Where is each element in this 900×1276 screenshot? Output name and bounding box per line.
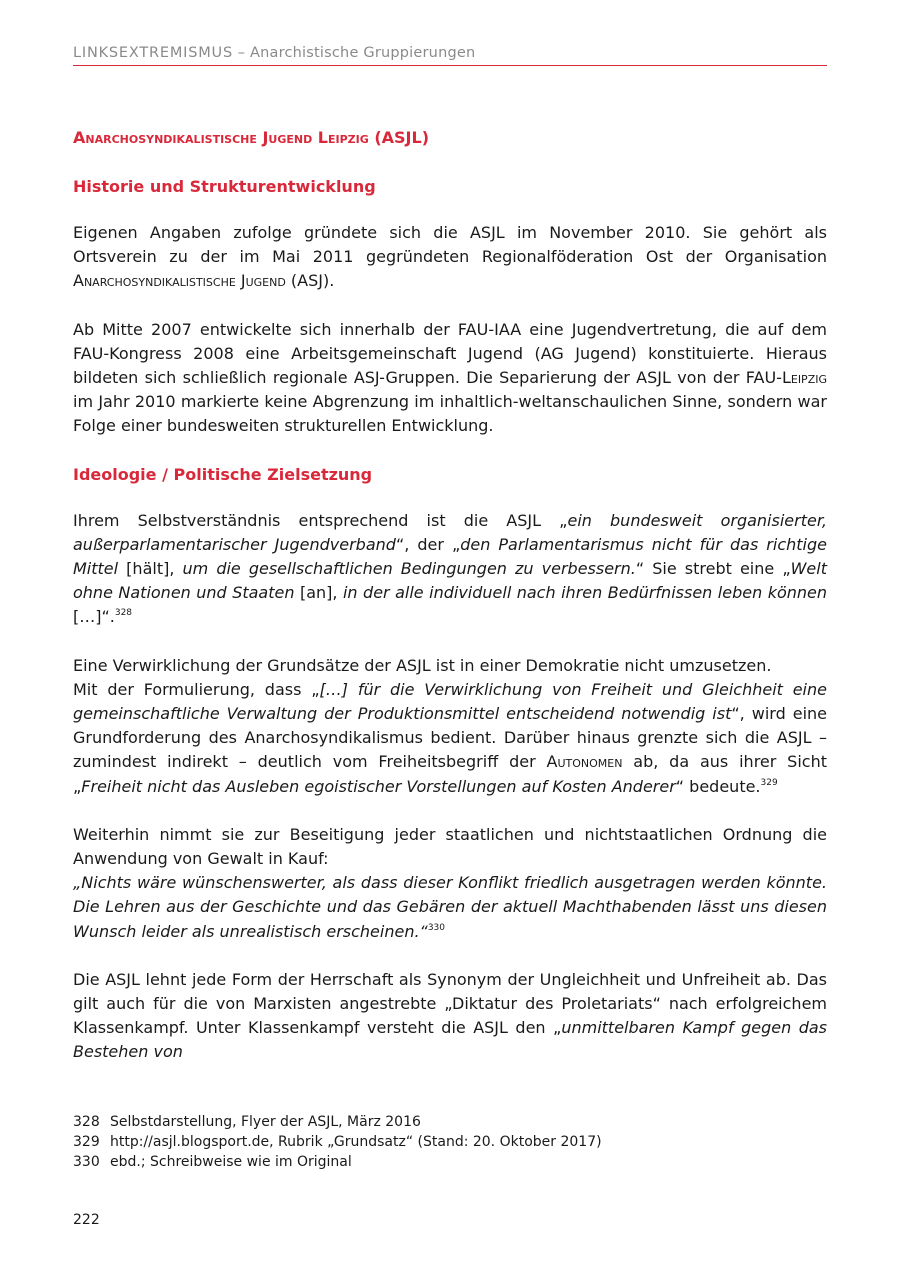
footnote-ref: 330 [427, 922, 446, 933]
text-run: […]“. [73, 607, 115, 627]
footnote-number: 329 [73, 1134, 100, 1150]
running-head-sub: – Anarchistische Gruppierungen [232, 45, 476, 61]
paragraph-development [73, 318, 827, 439]
footnote-ref: 329 [760, 777, 778, 788]
text-run: Ihrem Selbstverständnis entsprechend ist die ASJL „ [73, 510, 568, 530]
footnote-text: Selbstdarstellung, Flyer der ASJL, März 2016 [110, 1114, 421, 1130]
paragraph-class-struggle [73, 968, 827, 1065]
text-run: Eigenen Angaben zufolge gründete sich die ASJL im November 2010. Sie gehört als Ortsverein zu der im Mai 2011 gegründeten Regionalföderation Ost der Organisation [73, 223, 827, 267]
quote: den Parlamentarismus nicht für das richtige Mittel [73, 534, 827, 579]
main-content [73, 126, 827, 1065]
text-run: [an], [294, 583, 343, 603]
footnote-text: http://asjl.blogsport.de, Rubrik „Grundsatz“ (Stand: 20. Oktober 2017) [110, 1134, 602, 1150]
text-run: Weiterhin nimmt sie zur Beseitigung jeder staatlichen und nichtstaatlichen Ordnung die Anwendung von Gewalt in Kauf: [73, 824, 827, 869]
footnote-text: ebd.; Schreibweise wie im Original [110, 1154, 352, 1170]
text-run: ab, da aus ihrer Sicht „ [73, 752, 827, 796]
page-number: 222 [73, 1212, 100, 1228]
quote: um die gesellschaftlichen Bedingungen zu verbessern. [182, 559, 636, 579]
paragraph-violence [73, 823, 827, 944]
text-run: Ab Mitte 2007 entwickelte sich innerhalb der FAU-IAA eine Jugendvertretung, die auf dem FAU-Kongress 2008 eine Arbeitsgemeinschaft Jugend (AG Jugend) konstituierte. Hieraus bildeten sich schließlich regionale ASJ-Gruppen. Die Separierung der ASJL von der FAU- [73, 319, 827, 388]
text-run: “, der „ [395, 534, 461, 554]
text-run: “ Sie strebt eine „ [635, 559, 791, 579]
text-run: im Jahr 2010 markierte keine Abgrenzung im inhaltlich-weltanschaulichen Sinne, sondern war Folge einer bundesweiten strukturellen Entwicklung. [73, 392, 827, 436]
footnote-ref: 328 [114, 608, 133, 619]
paragraph-self-image [73, 509, 827, 630]
footnote-item [73, 1132, 827, 1152]
footnote-number: 330 [73, 1154, 100, 1170]
quote: Freiheit nicht das Ausleben egoistischer Vorstellungen auf Kosten Anderer [81, 776, 676, 796]
text-run: “, wird eine Grundforderung des Anarchosyndikalismus bedient. Darüber hinaus grenzte sich die ASJL – zumindest indirekt – deutlich vom Freiheitsbegriff der [73, 704, 827, 772]
footnote-item [73, 1152, 827, 1172]
running-head-main: LINKSEXTREMISMUS [73, 45, 233, 61]
section-heading-ideology: Ideologie / Politische Zielsetzung [73, 464, 373, 484]
paragraph-founding [73, 221, 827, 294]
footnote-item [73, 1112, 827, 1132]
text-run: [hält], [118, 559, 183, 579]
section-heading-history: Historie und Strukturentwicklung [73, 177, 376, 196]
quote: ein bundesweit organisierter, außerparlamentarischer Jugendverband [73, 510, 828, 554]
quote: „Nichts wäre wünschenswerter, als dass dieser Konflikt friedlich ausgetragen werden könnte. Die Lehren aus der Geschichte und das Gebären der aktuell Machthabenden lässt uns diesen Wunsch leider als unrealistisch erscheinen.“ [73, 873, 827, 941]
text-run: Eine Verwirklichung der Grundsätze der ASJL ist in einer Demokratie nicht umzusetzen. [73, 655, 772, 675]
quote: in der alle individuell nach ihren Bedürfnissen leben können [342, 583, 828, 603]
org-name: Anarchosyndikalistische Jugend [73, 271, 286, 291]
quote: Welt ohne Nationen und Staaten [73, 559, 827, 603]
footnotes [73, 1112, 827, 1172]
group-name: Autonomen [546, 752, 623, 772]
text-run: “ bedeute. [675, 776, 761, 796]
quote: unmittelbaren Kampf gegen das Bestehen von [73, 1018, 828, 1062]
quote: […] für die Verwirklichung von Freiheit und Gleichheit eine gemeinschaftliche Verwaltung der Produktionsmittel entscheidend notwendig ist [73, 679, 827, 724]
page-title: Anarchosyndikalistische Jugend Leipzig (ASJL) [73, 128, 430, 147]
text-run: Mit der Formulierung, dass „ [73, 679, 320, 699]
paragraph-principles [73, 654, 827, 799]
running-head [73, 45, 827, 66]
text-run: (ASJ). [285, 271, 335, 291]
city-name: Leipzig [781, 368, 827, 388]
footnote-number: 328 [73, 1114, 100, 1130]
text-run: Die ASJL lehnt jede Form der Herrschaft als Synonym der Ungleichheit und Unfreiheit ab. Das gilt auch für die von Marxisten angestrebte „Diktatur des Proletariats“ nach erfolgreichem Klassenkampf. Unter Klassenkampf versteht die ASJL den „ [73, 969, 827, 1038]
